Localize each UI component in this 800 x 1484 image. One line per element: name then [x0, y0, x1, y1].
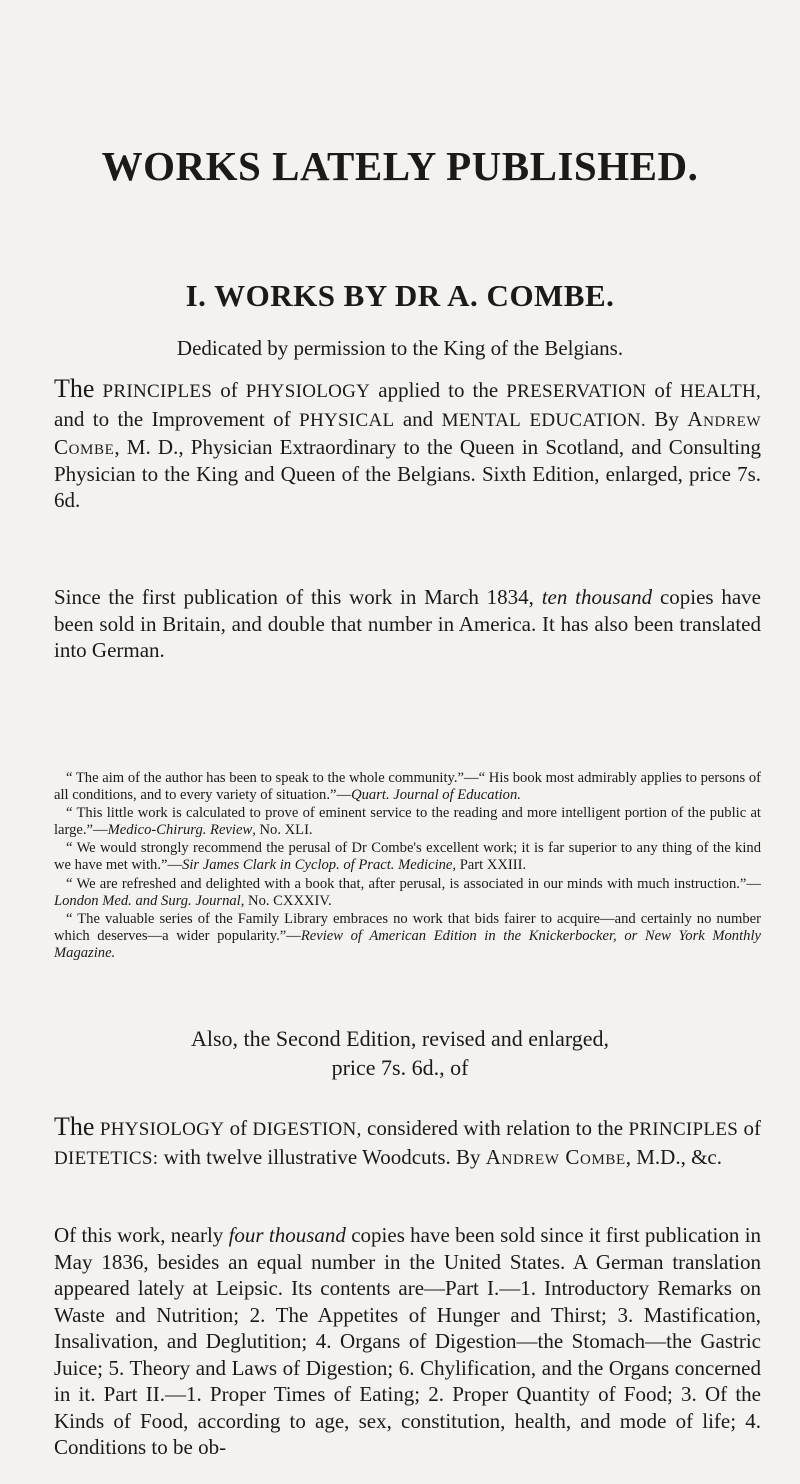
section-title: I. WORKS BY DR A. COMBE.	[185, 278, 615, 313]
since-text-2: copies have been sold in Britain, and double that number in America. It has also been translated into German.	[54, 585, 761, 662]
book1-and: and to the Improvement of	[54, 406, 291, 431]
book1-author: Andrew Combe	[54, 406, 762, 459]
contents-text-1: Of this work, nearly	[54, 1223, 224, 1247]
book1-principles: PRINCIPLES	[102, 381, 213, 402]
book2-considered: considered with relation to the	[367, 1116, 624, 1140]
review-quote	[54, 840, 761, 874]
book1-author-rest: , M. D., Physician Extraordinary to the Queen in Scotland, and Consulting Physician to the King and Queen of the Belgians. Sixth Edition, enlarged, price 7s. 6d.	[54, 435, 761, 512]
review-quote	[54, 876, 761, 910]
review-quote	[54, 770, 761, 804]
review-quote	[54, 805, 761, 839]
book2-the: The	[54, 1112, 95, 1141]
book1-description	[54, 376, 761, 514]
review-tail: No. CXXXIV.	[244, 892, 332, 909]
since-text-1: Since the first publication of this work in March 1834,	[54, 585, 534, 609]
book2-principles: PRINCIPLES	[628, 1119, 739, 1140]
book2-author: Andrew Combe	[485, 1144, 626, 1169]
book1-mental: MENTAL	[441, 409, 522, 431]
book1-of2: of	[654, 378, 672, 402]
book2-digestion: DIGESTION,	[252, 1119, 362, 1140]
book1-of: of	[220, 378, 238, 402]
book2-physiology: PHYSIOLOGY	[99, 1119, 225, 1140]
review-tail: , No. XLI.	[252, 822, 313, 839]
review-text: “ The valuable series of the Family Library embraces no work that bids fairer to acquire—and certainly no number which deserves—a wider popularity.”—	[54, 910, 761, 944]
book2-of2: of	[743, 1116, 762, 1140]
book1-applied: applied to the	[378, 378, 499, 402]
review-source: London Med. and Surg. Journal,	[54, 892, 245, 909]
review-source: Medico-Chirurg. Review	[107, 822, 253, 839]
press-reviews	[54, 770, 761, 963]
book1-the: The	[54, 374, 95, 403]
dedication: Dedicated by permission to the King of the Belgians.	[176, 336, 624, 360]
review-source: Review of American Edition in the Knickerbocker, or New York Monthly Magazine.	[54, 927, 761, 961]
book1-physical: PHYSICAL	[299, 409, 395, 431]
review-text: “ We would strongly recommend the perusal of Dr Combe's excellent work; it is far superior to any thing of the kind we have met with.”—	[54, 840, 761, 874]
book2-contents	[54, 1222, 761, 1461]
book2-description	[54, 1114, 761, 1172]
book1-physiology: PHYSIOLOGY	[245, 381, 371, 402]
book1-education: EDUCATION.	[529, 409, 646, 431]
book1-and2: and	[402, 406, 434, 431]
review-text: “ We are refreshed and delighted with a book that, after perusal, is associated in our minds with much instruction.”—	[66, 875, 761, 892]
review-quote	[54, 911, 761, 962]
review-text: “ This little work is calculated to prove of eminent service to the reading and more intelligent portion of the public at large.”—	[54, 805, 761, 839]
book2-author-rest: , M.D., &c.	[625, 1144, 722, 1169]
contents-text-2: copies have been sold since it first publication in May 1836, besides an equal number in the United States. A German translation appeared lately at Leipsic. Its contents are—Part I.—1. Introductory Remarks on Waste and Nutrition; 2. The Appetites of Hunger and Thirst; 3. Mastification, Insalivation, and Deglutition; 4. Organs of Digestion—the Stomach—the Gastric Juice; 5. Theory and Laws of Digestion; 6. Chylification, and the Organs concerned in it. Part II.—1. Proper Times of Eating; 2. Proper Quantity of Food; 3. Of the Kinds of Food, according to age, sex, constitution, health, and mode of life; 4. Conditions to be ob-	[54, 1223, 762, 1459]
second-edition-note	[0, 1024, 800, 1082]
second-edition-line-2: price 7s. 6d., of	[331, 1055, 469, 1080]
page-heading: WORKS LATELY PUBLISHED.	[101, 143, 699, 189]
since-emphasis: ten thousand	[541, 585, 653, 609]
review-tail: Part XXIII.	[456, 857, 527, 874]
review-text: “ The aim of the author has been to speak to the whole community.”—“ His book most admirably applies to persons of all conditions, and to every variety of situation.”—	[54, 770, 761, 804]
book1-sales-note	[54, 584, 761, 664]
book2-of: of	[229, 1116, 248, 1140]
second-edition-line-1: Also, the Second Edition, revised and enlarged,	[190, 1026, 610, 1051]
book2-with: with twelve illustrative Woodcuts. By	[163, 1144, 481, 1169]
book1-by: By	[654, 406, 679, 431]
review-source: Sir James Clark in Cyclop. of Pract. Medicine,	[182, 857, 457, 874]
book1-preservation: PRESERVATION	[506, 381, 647, 402]
review-source: Quart. Journal of Education.	[351, 787, 521, 804]
book1-health: HEALTH,	[680, 381, 762, 402]
contents-emphasis: four thousand	[228, 1223, 346, 1247]
book2-dietetics: DIETETICS:	[54, 1147, 159, 1169]
